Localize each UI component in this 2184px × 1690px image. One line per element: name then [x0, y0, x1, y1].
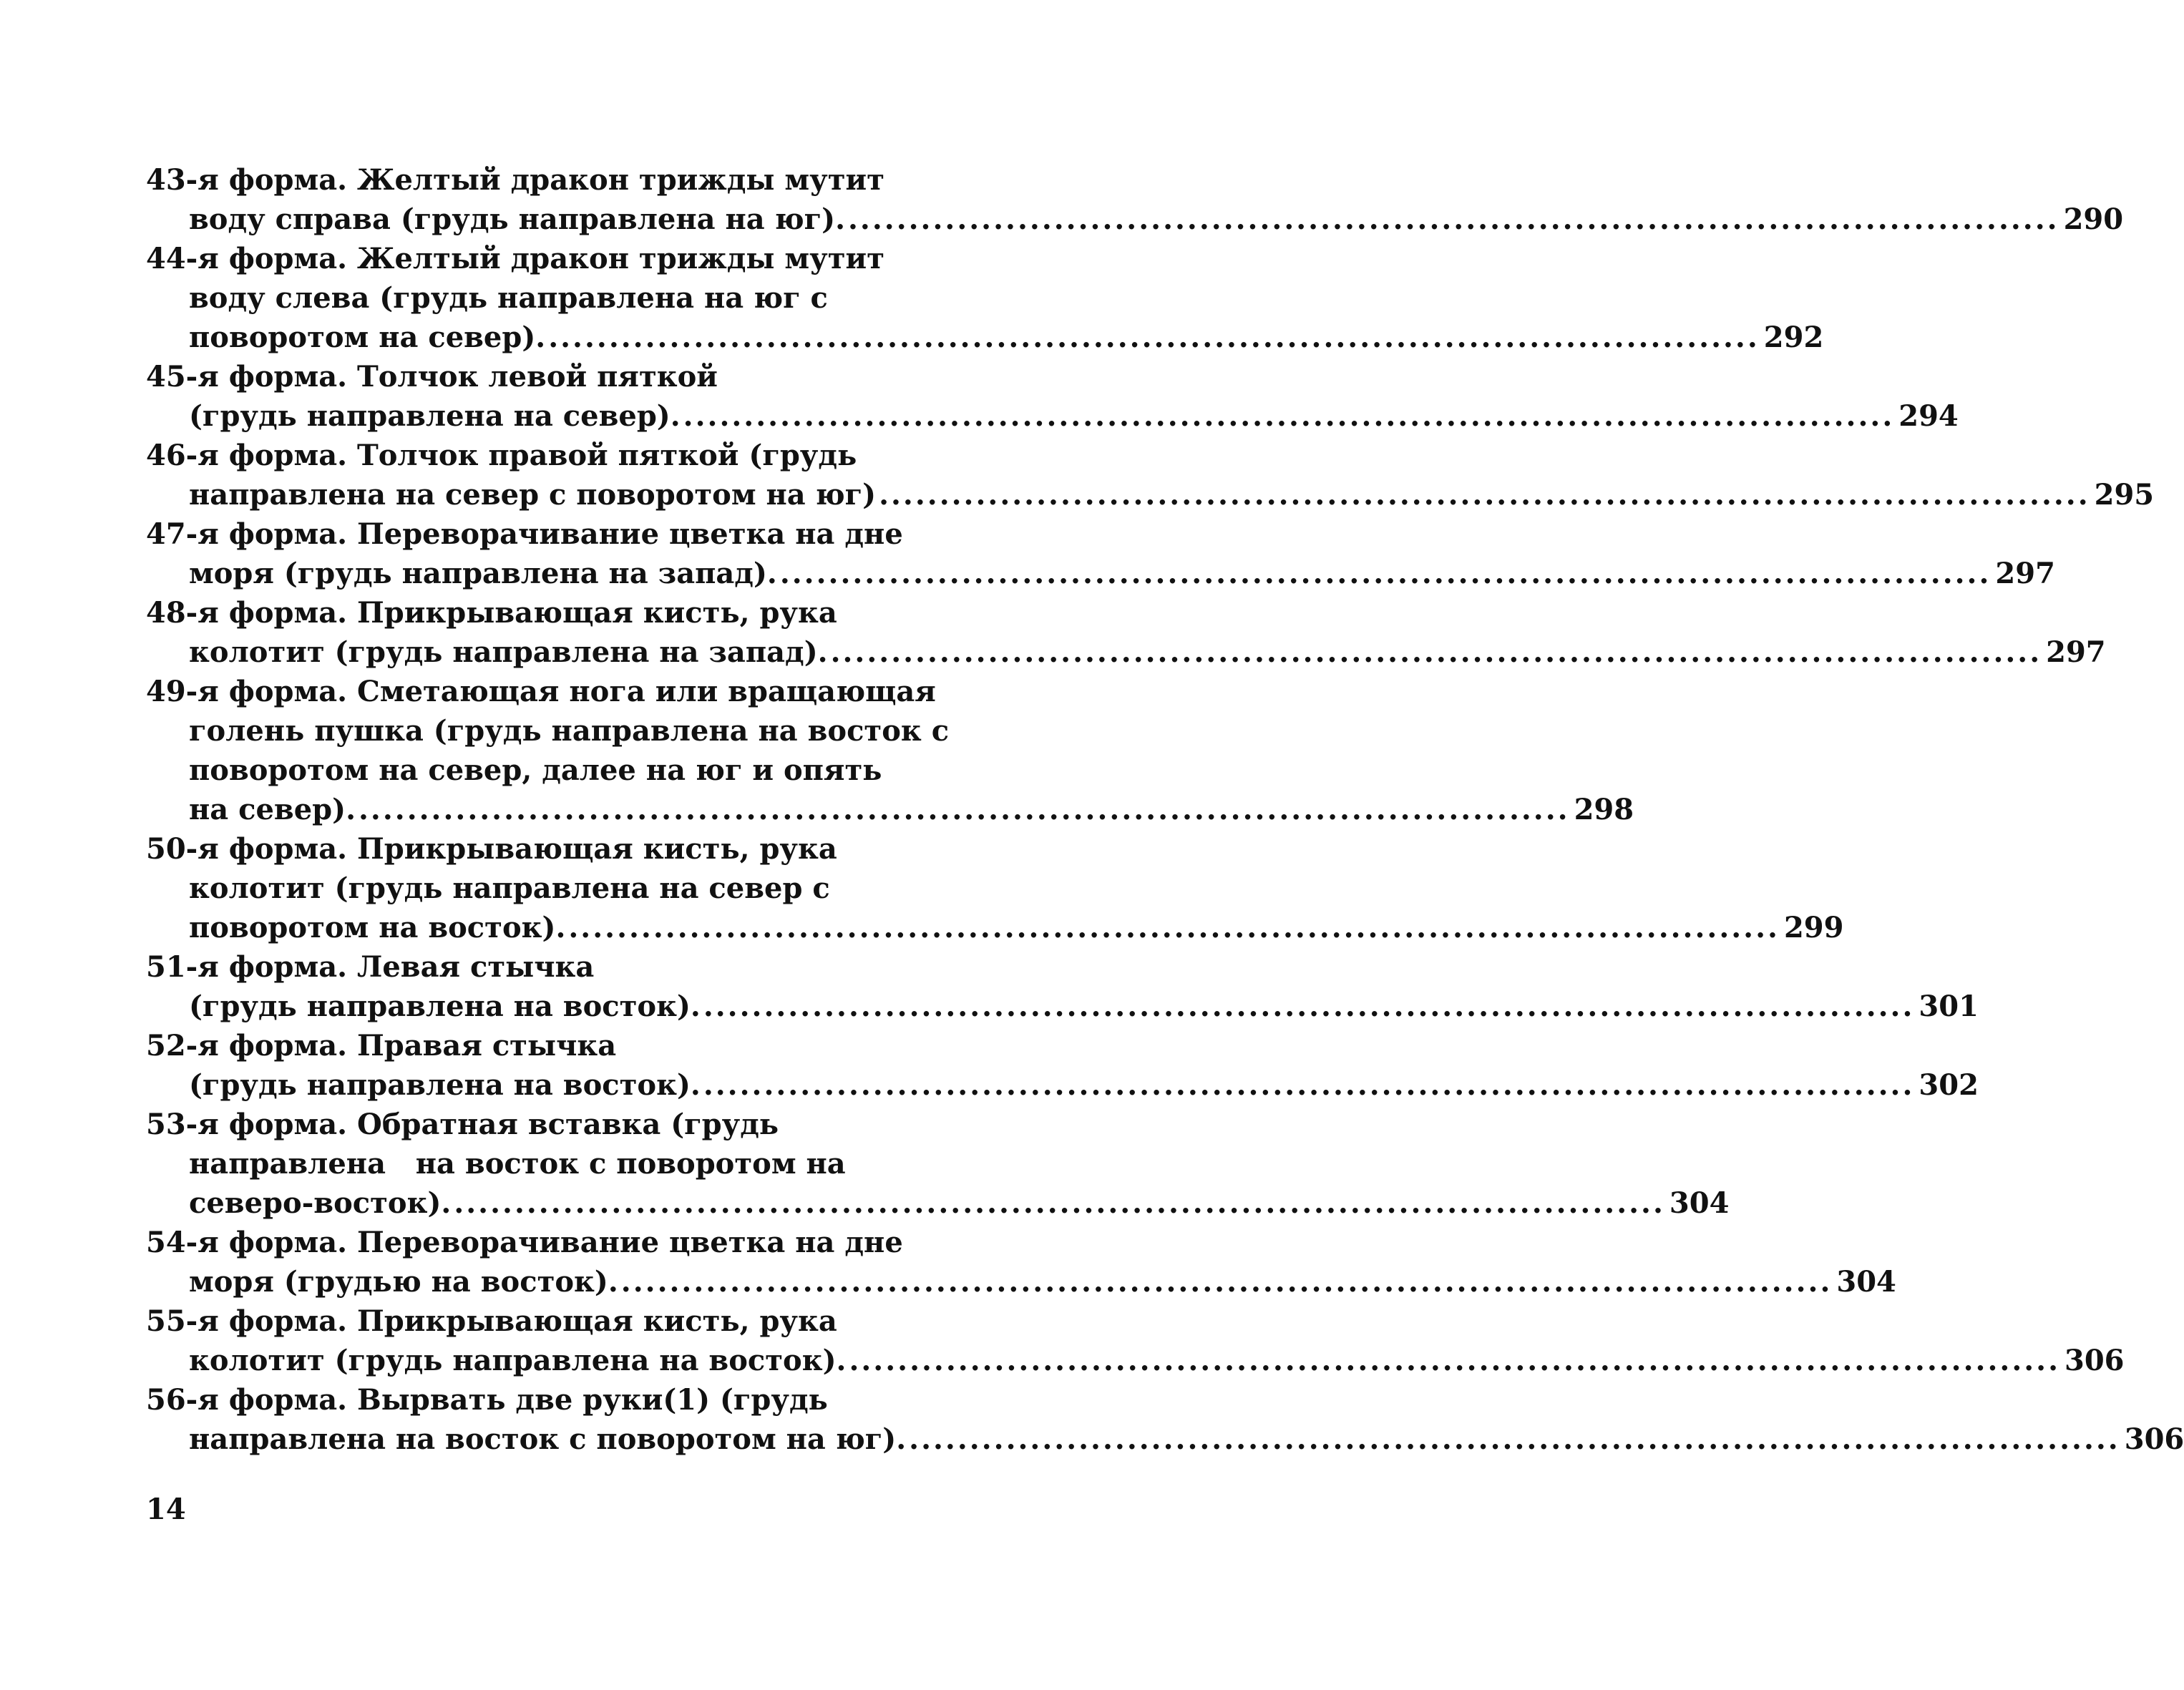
entry-title-line: 55-я форма. Прикрывающая кисть, рука [146, 1304, 837, 1338]
toc-entry-45[interactable] [146, 357, 1959, 436]
entry-title-line: направлена на восток с поворотом на [189, 1147, 846, 1181]
leader-dots: .................................................................................................... [703, 1068, 1915, 1102]
leader-dots: .................................................................................................... [454, 1186, 1665, 1220]
toc-entry-52[interactable] [146, 1026, 1979, 1105]
leader-dots: .................................................................................................... [849, 1344, 2061, 1377]
entry-page-number: 304 [1836, 1265, 1896, 1299]
leader-dots: .................................................................................................... [683, 399, 1895, 433]
leader-dots: .................................................................................................... [909, 1422, 2120, 1456]
entry-title-line: голень пушка (грудь направлена на восток с [189, 714, 950, 748]
entry-title-line: колотит (грудь направлена на запад). [189, 635, 828, 669]
entry-title-line: воду слева (грудь направлена на юг с [189, 281, 828, 315]
toc-entry-44[interactable] [146, 239, 1824, 357]
entry-title-line: колотит (грудь направлена на восток). [189, 1344, 847, 1377]
toc-entry-55[interactable] [146, 1301, 2125, 1380]
toc-entry-49[interactable] [146, 672, 1634, 829]
entry-title-line: 46-я форма. Толчок правой пяткой (грудь [146, 439, 857, 472]
entry-title-line: (грудь направлена на восток). [189, 990, 701, 1023]
toc-entry-46[interactable] [146, 436, 2155, 514]
entry-title-line: (грудь направлена на север). [189, 399, 681, 433]
toc-entry-51[interactable] [146, 947, 1979, 1026]
entry-title-line: 52-я форма. Правая стычка [146, 1029, 617, 1063]
entry-page-number: 299 [1783, 911, 1844, 944]
entry-page-number: 301 [1919, 990, 1979, 1023]
leader-dots: .................................................................................................... [830, 635, 2042, 669]
entry-title-line: моря (грудью на восток). [189, 1265, 618, 1299]
entry-page-number: 306 [2124, 1422, 2184, 1456]
table-of-contents [146, 160, 2184, 1459]
entry-title-line: северо-восток). [189, 1186, 452, 1220]
toc-entry-53[interactable] [146, 1105, 1730, 1223]
entry-title-line: 53-я форма. Обратная вставка (грудь [146, 1108, 779, 1141]
entry-title-line: воду справа (грудь направлена на юг). [189, 202, 845, 236]
leader-dots: .................................................................................................... [703, 990, 1915, 1023]
entry-page-number: 297 [2046, 635, 2106, 669]
entry-title-line: на север). [189, 793, 356, 826]
leader-dots: .................................................................................................... [548, 321, 1760, 354]
entry-page-number: 292 [1763, 321, 1824, 354]
entry-page-number: 304 [1669, 1186, 1730, 1220]
page-number: 14 [146, 1493, 186, 1526]
toc-entry-56[interactable] [146, 1380, 2184, 1459]
entry-title-line: 44-я форма. Желтый дракон трижды мутит [146, 242, 884, 275]
entry-title-line: поворотом на север). [189, 321, 546, 354]
entry-page-number: 294 [1898, 399, 1959, 433]
entry-title-line: (грудь направлена на восток). [189, 1068, 701, 1102]
toc-entry-48[interactable] [146, 593, 2106, 672]
toc-entry-54[interactable] [146, 1223, 1896, 1301]
entry-title-line: 48-я форма. Прикрывающая кисть, рука [146, 596, 837, 630]
entry-title-line: направлена на север с поворотом на юг) [189, 478, 877, 512]
entry-title-line: 51-я форма. Левая стычка [146, 950, 595, 984]
entry-title-line: 43-я форма. Желтый дракон трижды мутит [146, 163, 884, 197]
leader-dots: .................................................................................................... [620, 1265, 1833, 1299]
entry-title-line: поворотом на восток). [189, 911, 566, 944]
entry-title-line: колотит (грудь направлена на север с [189, 871, 830, 905]
leader-dots: .................................................................................................... [568, 911, 1780, 944]
toc-entry-47[interactable] [146, 514, 2055, 593]
entry-title-line: 56-я форма. Вырвать две руки(1) (грудь [146, 1383, 828, 1417]
entry-page-number: 298 [1574, 793, 1634, 826]
entry-title-line: 47-я форма. Переворачивание цветка на дне [146, 517, 903, 551]
entry-title-line: 49-я форма. Сметающая нога или вращающая [146, 675, 936, 708]
entry-title-line: поворотом на север, далее на юг и опять [189, 753, 882, 787]
entry-page-number: 306 [2064, 1344, 2125, 1377]
entry-title-line: направлена на восток с поворотом на юг). [189, 1422, 907, 1456]
entry-page-number: 295 [2094, 478, 2155, 512]
entry-title-line: 50-я форма. Прикрывающая кисть, рука [146, 832, 837, 866]
toc-entry-50[interactable] [146, 829, 1844, 947]
leader-dots: .................................................................................................... [879, 478, 2090, 512]
leader-dots: .................................................................................................... [848, 202, 2059, 236]
entry-page-number: 302 [1919, 1068, 1979, 1102]
entry-title-line: моря (грудь направлена на запад). [189, 557, 777, 590]
entry-page-number: 290 [2063, 202, 2124, 236]
leader-dots: .................................................................................................... [359, 793, 1570, 826]
entry-title-line: 54-я форма. Переворачивание цветка на дне [146, 1226, 903, 1259]
leader-dots: .................................................................................................... [779, 557, 1992, 590]
toc-entry-43[interactable] [146, 160, 2124, 239]
entry-title-line: 45-я форма. Толчок левой пяткой [146, 360, 718, 394]
entry-page-number: 297 [1995, 557, 2055, 590]
